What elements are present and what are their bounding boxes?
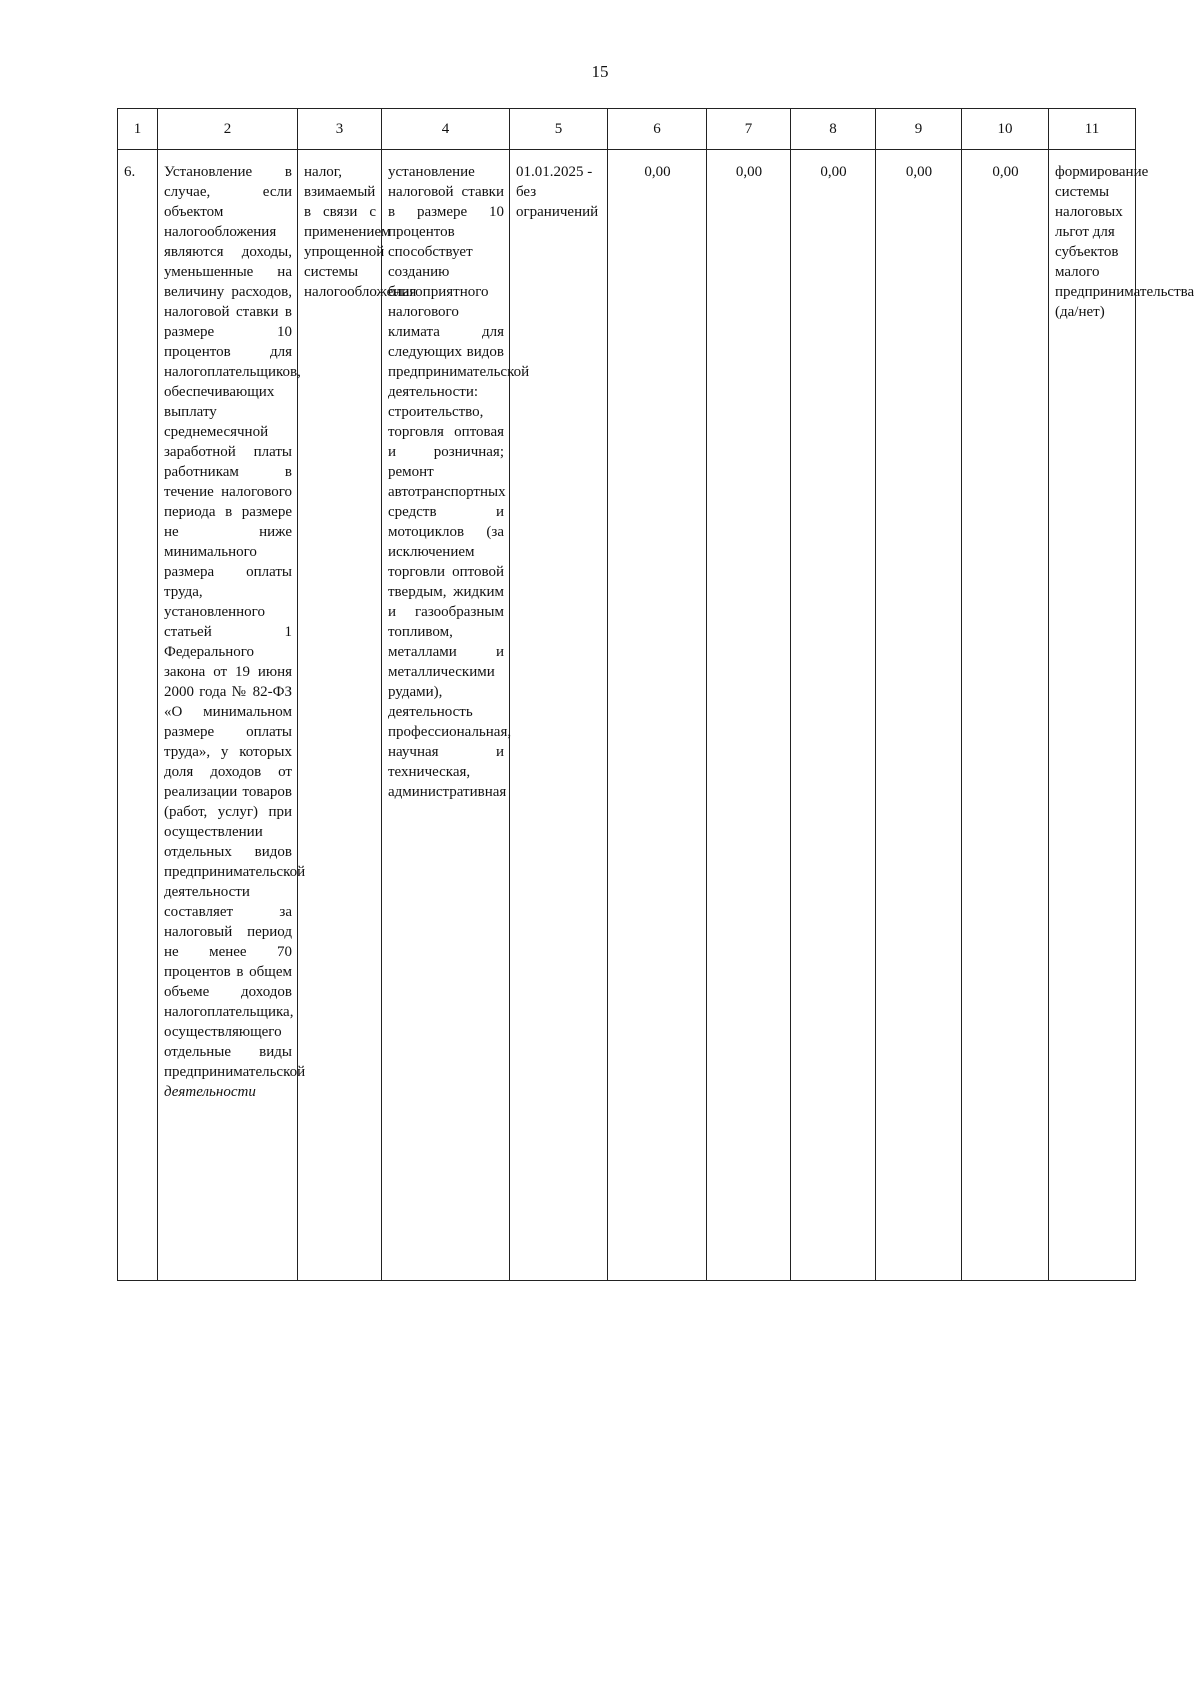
value-7: 0,00: [735, 164, 763, 180]
value-9: 0,00: [905, 164, 933, 180]
column-header-5: 5: [510, 109, 608, 150]
value-6: 0,00: [644, 164, 671, 180]
value-cell-9: [876, 150, 962, 1281]
column-header-4: 4: [382, 109, 510, 150]
benefit-description-text: Установление в случае, если объектом налогообложения являются доходы, уменьшенные на величину расходов, налоговой ставки в размере 10 процентов для налогоплательщиков, обеспечивающих выплату среднемесячной заработной платы работникам в течение налогового периода в размере не ниже минимального размера оплаты труда, установленного статьей 1 Федерального закона от 19 июня 2000 года № 82-ФЗ «О минимальном размере оплаты труда», у которых доля доходов от реализации товаров (работ, услуг) при осуществлении отдельных видов предпринимательской деятельности составляет за налоговый период не менее 70 процентов в общем объеме доходов налогоплательщика, осуществляющего отдельные виды предпринимательской: [164, 164, 306, 1080]
column-header-3: 3: [298, 109, 382, 150]
column-header-2: 2: [158, 109, 298, 150]
column-header-8: 8: [791, 109, 876, 150]
value-cell-6: [608, 150, 707, 1281]
benefit-note: формирование системы налоговых льгот для субъектов малого предпринимательства (да/нет): [1055, 164, 1195, 320]
tax-cell: [298, 150, 417, 1281]
table-header-row: [118, 109, 1136, 150]
benefits-table: [117, 108, 1195, 1281]
value-10: 0,00: [992, 164, 1019, 180]
benefit-goal: установление налоговой ставки в размере 10 процентов способствует созданию благоприятного налогового климата для следующих видов предпринимательской деятельности: строительство, торговля оптовая и розничная; ремонт автотранспортных средств и мотоциклов (за исключением торговли оптовой твердым, жидким и газообразным топливом, металлами и металлическими рудами), деятельность профессиональная, научная и техническая, административная: [388, 164, 530, 800]
column-header-1: 1: [118, 109, 158, 150]
benefit-description: [158, 150, 306, 1102]
column-header-11: 11: [1049, 109, 1136, 150]
value-cell-10: [962, 150, 1049, 1281]
description-cell: [158, 150, 306, 1281]
column-header-7: 7: [707, 109, 791, 150]
table-row: [118, 150, 1136, 1281]
page-number: 15: [591, 62, 609, 81]
column-header-6: 6: [608, 109, 707, 150]
validity-period: 01.01.2025 - без ограничений: [516, 164, 599, 220]
period-cell: [510, 150, 608, 1281]
tax-type: налог, взимаемый в связи с применением упрощенной системы налогообложения: [304, 164, 417, 300]
row-number: 6.: [124, 164, 136, 180]
benefit-description-end: деятельности: [164, 1084, 256, 1100]
value-cell-8: [791, 150, 876, 1281]
column-header-10: 10: [962, 109, 1049, 150]
column-header-9: 9: [876, 109, 962, 150]
goal-cell: [382, 150, 530, 1281]
value-cell-7: [707, 150, 791, 1281]
value-8: 0,00: [820, 164, 847, 180]
row-number-cell: [118, 150, 158, 1281]
note-cell: [1049, 150, 1195, 1281]
